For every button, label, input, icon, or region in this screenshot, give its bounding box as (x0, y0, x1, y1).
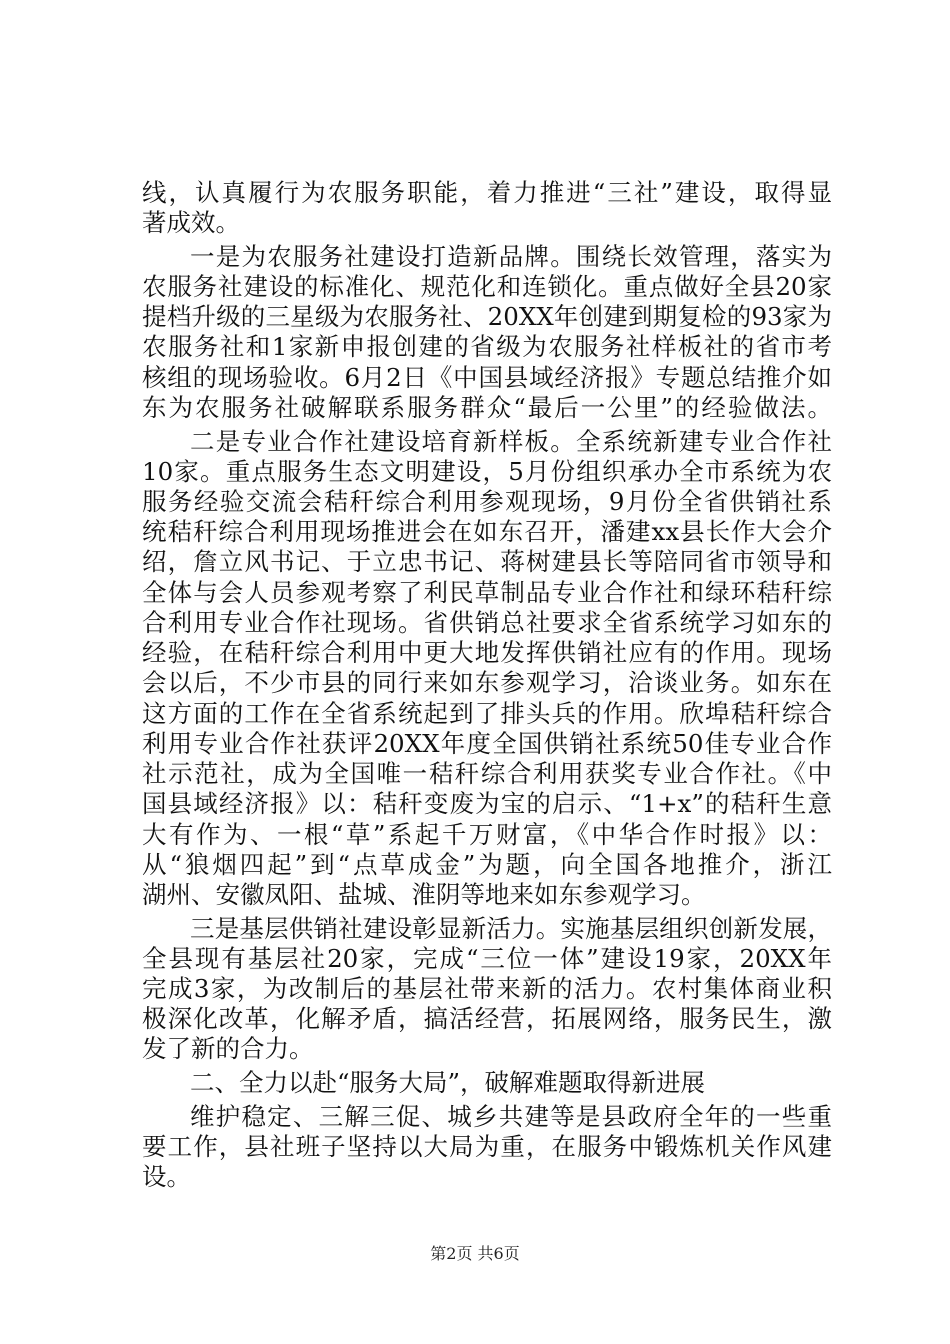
body-line: 著成效。 (142, 208, 240, 237)
body-line: 完成3家，为改制后的基层社带来新的活力。农村集体商业积 (142, 974, 832, 1003)
body-line: 要工作，县社班子坚持以大局为重，在服务中锻炼机关作风建 (142, 1132, 832, 1161)
body-line: 大有作为、一根“草”系起千万财富，《中华合作时报》以： (142, 820, 832, 849)
body-line: 10家。重点服务生态文明建设，5月份组织承办全市系统为农 (142, 457, 832, 486)
body-line: 核组的现场验收。6月2日《中国县域经济报》专题总结推介如 (142, 363, 832, 392)
body-line: 国县域经济报》以：秸秆变废为宝的启示、“1+x”的秸秆生意 (142, 789, 832, 818)
paragraph-first-line: 三是基层供销社建设彰显新活力。实施基层组织创新发展， (190, 914, 832, 943)
body-line: 利用专业合作社获评20XX年度全国供销社系统50佳专业合作 (142, 729, 832, 758)
body-line: 东为农服务社破解联系服务群众“最后一公里”的经验做法。 (142, 393, 832, 422)
body-line: 会以后，不少市县的同行来如东参观学习，洽谈业务。如东在 (142, 668, 832, 697)
body-line: 全体与会人员参观考察了利民草制品专业合作社和绿环秸秆综 (142, 578, 832, 607)
body-line: 经验，在秸秆综合利用中更大地发挥供销社应有的作用。现场 (142, 638, 832, 667)
body-line: 全县现有基层社20家，完成“三位一体”建设19家，20XX年 (142, 944, 832, 973)
paragraph-first-line: 二是专业合作社建设培育新样板。全系统新建专业合作社 (190, 427, 832, 456)
body-line: 社示范社，成为全国唯一秸秆综合利用获奖专业合作社。《中 (142, 759, 832, 788)
body-line: 合利用专业合作社现场。省供销总社要求全省系统学习如东的 (142, 608, 832, 637)
body-line: 服务经验交流会秸秆综合利用参观现场，9月份全省供销社系 (142, 487, 832, 516)
body-line: 农服务社和1家新申报创建的省级为农服务社样板社的省市考 (142, 332, 832, 361)
body-line: 湖州、安徽凤阳、盐城、淮阴等地来如东参观学习。 (142, 880, 706, 909)
body-line: 设。 (142, 1162, 191, 1191)
section-heading: 二、全力以赴“服务大局”，破解难题取得新进展 (190, 1068, 706, 1097)
body-line: 农服务社建设的标准化、规范化和连锁化。重点做好全县20家 (142, 272, 832, 301)
body-line: 线，认真履行为农服务职能，着力推进“三社”建设，取得显 (142, 178, 832, 207)
body-line: 绍，詹立风书记、于立忠书记、蒋树建县长等陪同省市领导和 (142, 547, 832, 576)
paragraph-first-line: 一是为农服务社建设打造新品牌。围绕长效管理，落实为 (190, 242, 832, 271)
body-line: 极深化改革，化解矛盾，搞活经营，拓展网络，服务民生，激 (142, 1004, 832, 1033)
body-line: 发了新的合力。 (142, 1034, 314, 1063)
body-line: 从“狼烟四起”到“点草成金”为题，向全国各地推介，浙江 (142, 850, 832, 879)
body-line: 提档升级的三星级为农服务社、20XX年创建到期复检的93家为 (142, 302, 832, 331)
page-number-footer: 第2页 共6页 (430, 1244, 520, 1263)
body-line: 统秸秆综合利用现场推进会在如东召开，潘建xx县长作大会介 (142, 517, 832, 546)
paragraph-first-line: 维护稳定、三解三促、城乡共建等是县政府全年的一些重 (190, 1102, 832, 1131)
body-line: 这方面的工作在全省系统起到了排头兵的作用。欣埠秸秆综合 (142, 699, 832, 728)
